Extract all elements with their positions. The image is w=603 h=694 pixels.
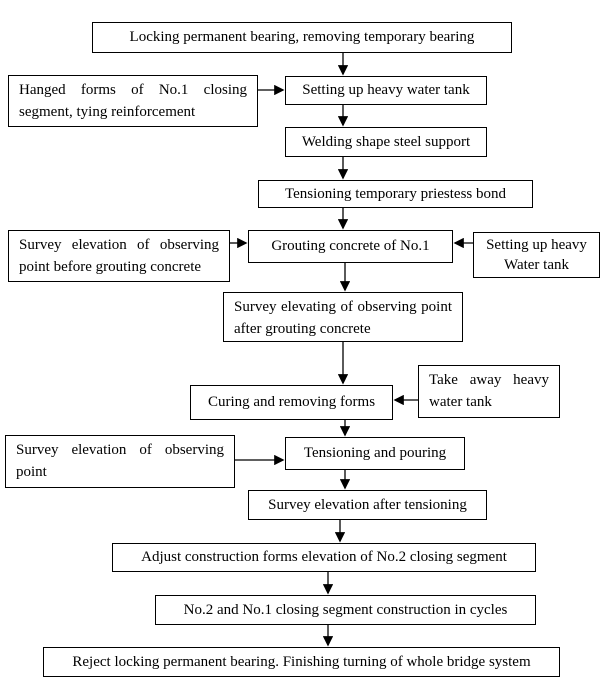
node-survey-observing-point: Survey elevation of observing point xyxy=(5,435,235,488)
node-cycles: No.2 and No.1 closing segment construction in cycles xyxy=(155,595,536,625)
node-take-away-tank: Take away heavy water tank xyxy=(418,365,560,418)
node-grouting-concrete: Grouting concrete of No.1 xyxy=(248,230,453,263)
node-adjust-forms: Adjust construction forms elevation of No.2 closing segment xyxy=(112,543,536,572)
node-tensioning-bond: Tensioning temporary priestess bond xyxy=(258,180,533,208)
node-survey-after-tensioning: Survey elevation after tensioning xyxy=(248,490,487,520)
node-tensioning-pouring: Tensioning and pouring xyxy=(285,437,465,470)
node-lock-bearing: Locking permanent bearing, removing temporary bearing xyxy=(92,22,512,53)
node-reject-locking: Reject locking permanent bearing. Finishing turning of whole bridge system xyxy=(43,647,560,677)
node-survey-before-grouting: Survey elevation of observing point before grouting concrete xyxy=(8,230,230,282)
node-setup-tank: Setting up heavy water tank xyxy=(285,76,487,105)
node-setup-tank-2: Setting up heavy Water tank xyxy=(473,232,600,278)
node-hanged-forms: Hanged forms of No.1 closing segment, tying reinforcement xyxy=(8,75,258,127)
node-welding-support: Welding shape steel support xyxy=(285,127,487,157)
node-survey-after-grouting: Survey elevating of observing point after grouting concrete xyxy=(223,292,463,342)
node-curing-forms: Curing and removing forms xyxy=(190,385,393,420)
